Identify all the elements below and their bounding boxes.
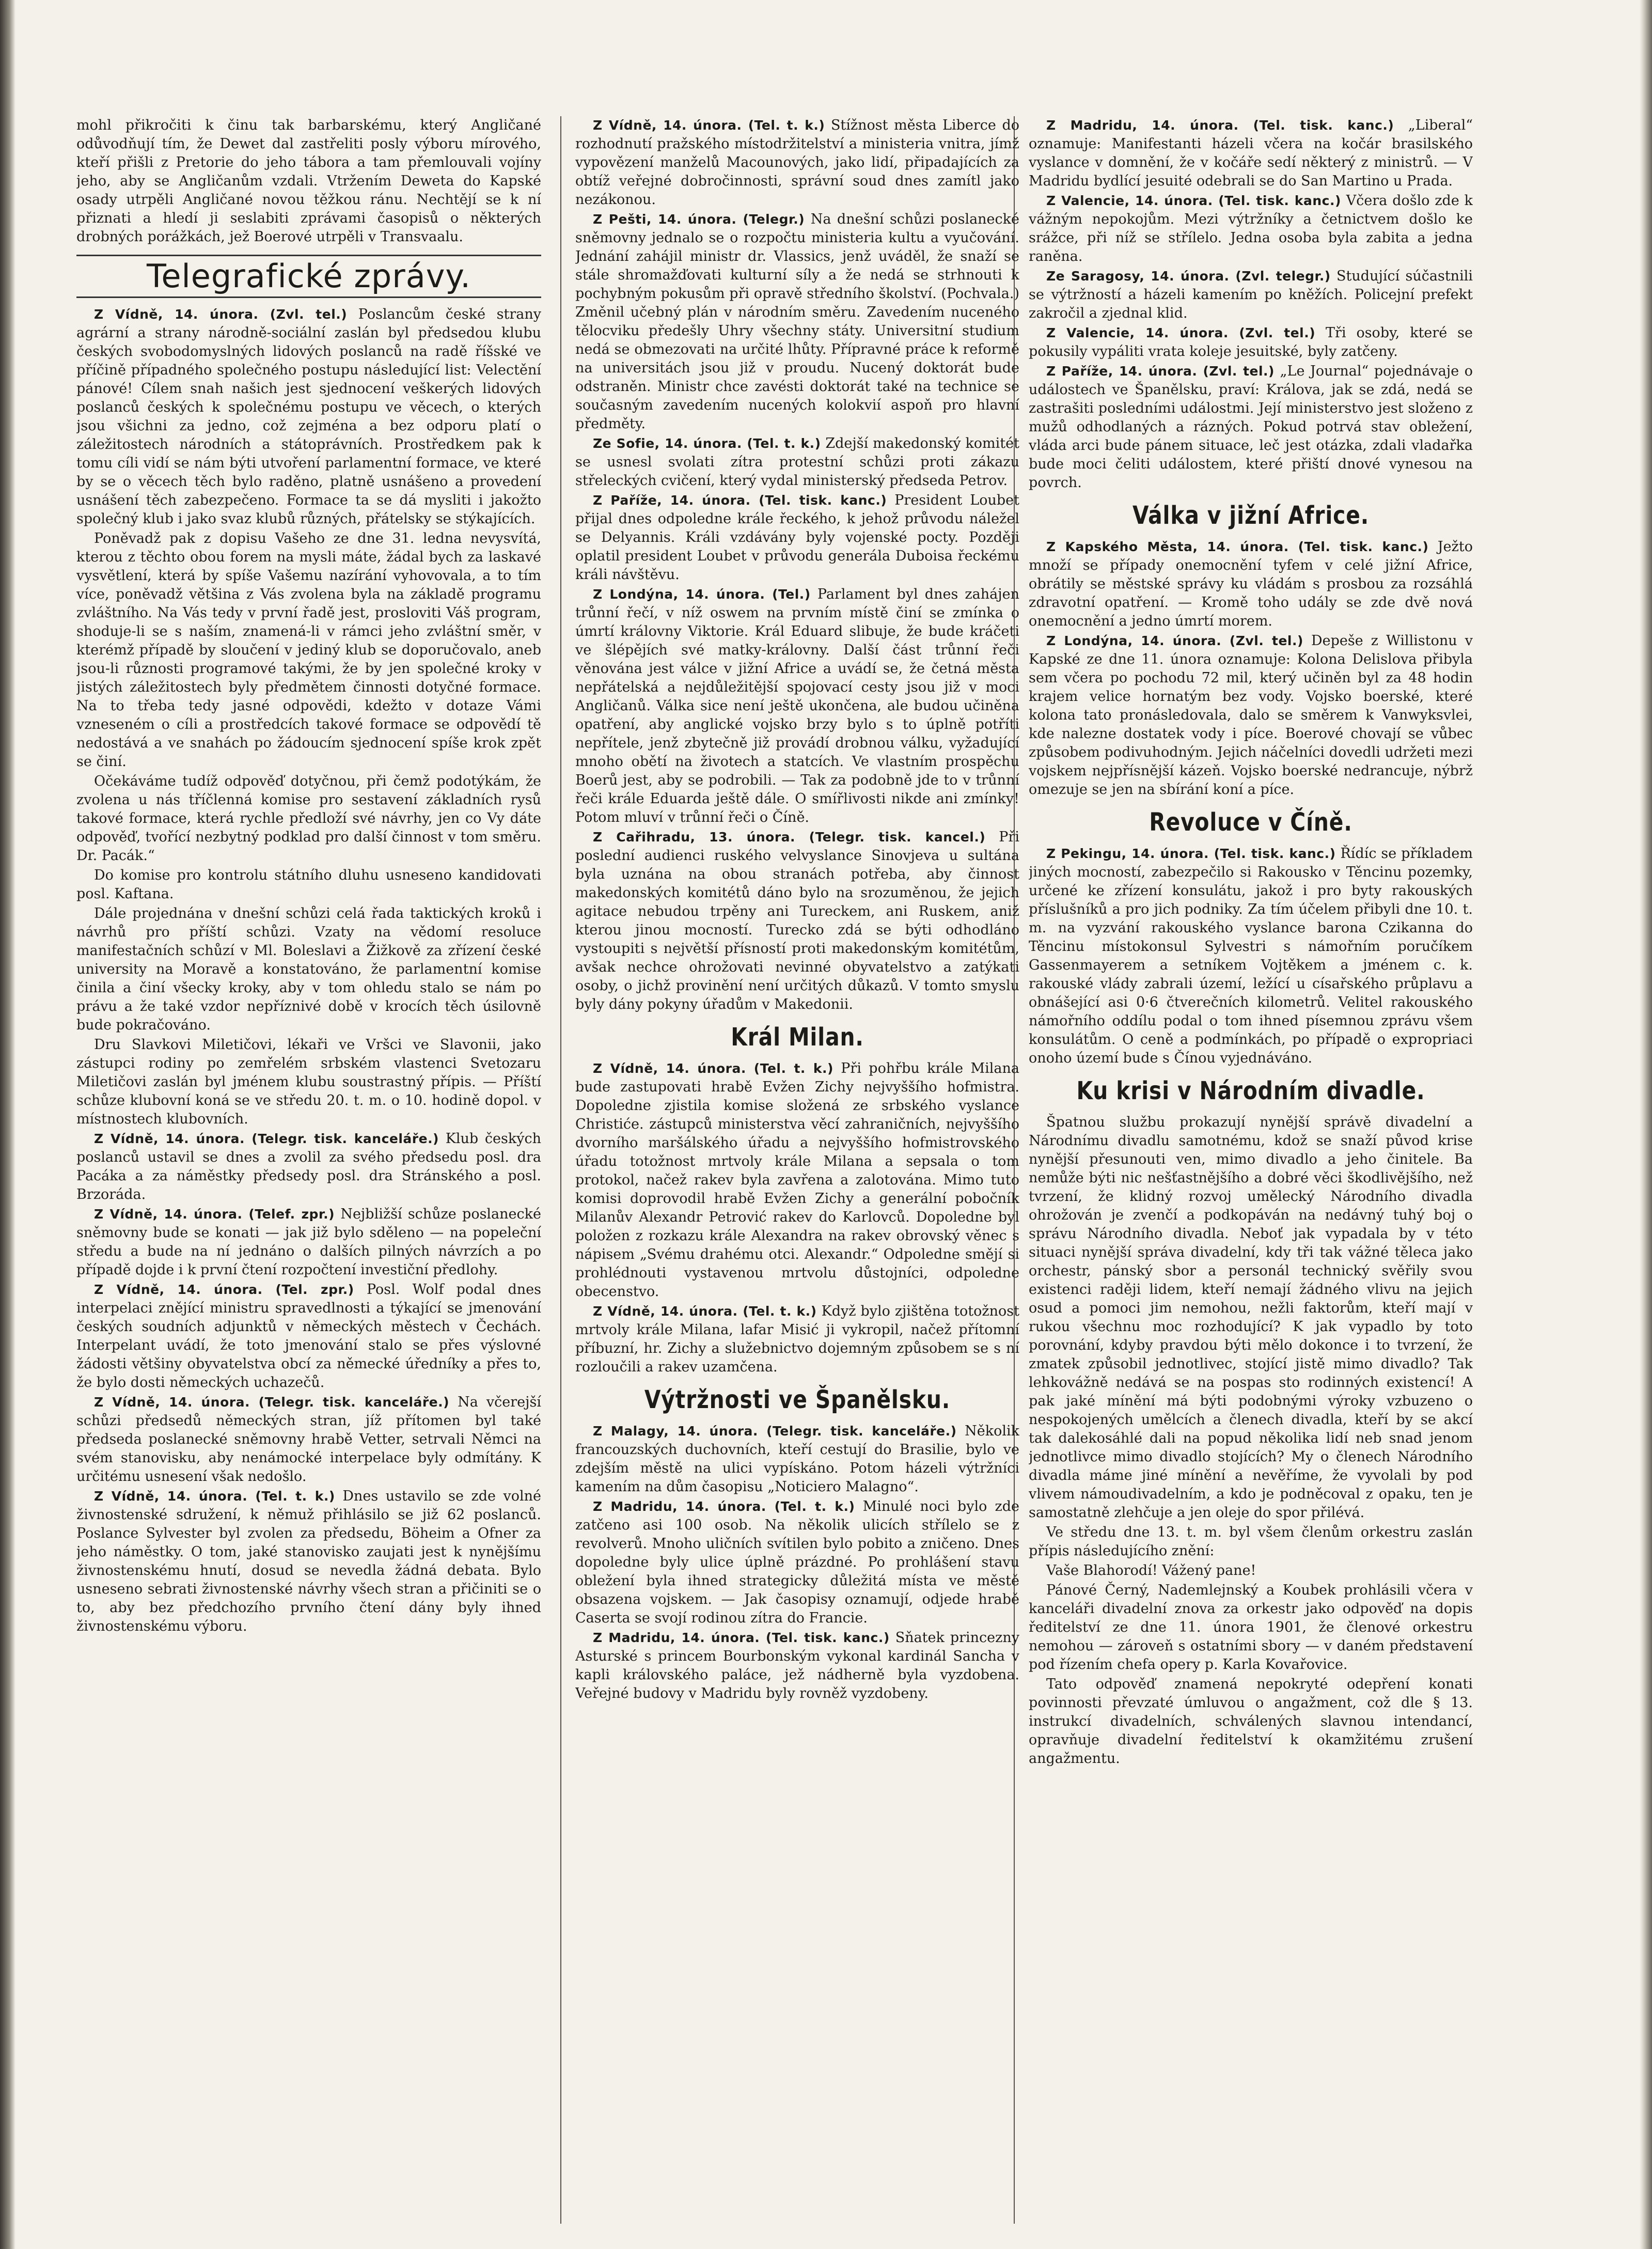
dateline: Z Valencie, 14. února. (Tel. tisk. kanc.): [1046, 193, 1341, 208]
dateline: Z Vídně, 14. února. (Telegr. tisk. kanceláře.): [94, 1395, 450, 1410]
news-text: Dru Slavkovi Miletičovi, lékaři ve Vršci ve Slavonii, jako zástupci rodiny po zemřelém srbském vlastenci Svetozaru Miletičovi zaslán byl jménem klubu soustrastný přípis. — Příští schůze klubovní koná se ve středu 20. t. m. o 10. hodině dopol. v místnostech klubovních.: [76, 1037, 541, 1127]
dateline: Z Malagy, 14. února. (Telegr. tisk. kanceláře.): [593, 1424, 957, 1439]
dateline: Z Vídně, 14. února. (Tel. t. k.): [593, 1304, 817, 1319]
news-text: Poslancům české strany agrární a strany národně-sociální zaslán byl předsedou klubu českých svobodomyslných lidových poslanců na radě říšské ve příčině případného společného postupu následující list: Velectění pánové! Cílem snah našich jest sjednocení veškerých lidových poslanců českých k společnému postupu ve věcech, o kterých jsou všichni za jedno, což zejména a bez odporu platí o záležitostech národních a státoprávních. Prostředkem pak k tomu cíli vidí se nám býti utvoření parlamentní formace, ve které by se o věcech těch bylo raděno, platně usnášeno a provedení usnášení těch zabezpečeno. Formace ta se dá mysliti i jakožto společný klub i jako svaz klubů různých, přátelsky se stýkajících.: [76, 306, 541, 527]
news-item: [76, 1487, 541, 1636]
news-text: Několik francouzských duchovních, kteří cestují do Brasilie, bylo ve zdejším městě na ulici vypískáno. Potom házeli výtržníci kamením na dům časopisu „Noticiero Malagno“.: [575, 1423, 1019, 1495]
news-item: [575, 491, 1019, 584]
news-item: [76, 1393, 541, 1486]
news-item: [1029, 324, 1473, 361]
article-paragraph: Vaše Blahorodí! Vážený pane!: [1046, 1563, 1256, 1579]
dateline: Ze Sofie, 14. února. (Tel. t. k.): [593, 436, 821, 451]
news-item: [575, 1059, 1019, 1301]
dateline: Z Londýna, 14. února. (Zvl. tel.): [1046, 633, 1303, 648]
intro-paragraph: mohl přikročiti k činu tak barbarskému, který Angličané odůvodňují tím, že Dewet dal zastřeliti posly výboru mírového, kteří přišli z Pretorie do jeho tábora a tam přemlouvali vojíny jeho, aby se Angličanům vzdali. Vtržením Deweta do Kapské osady utrpěli Angličané novou těžkou ránu. Nechtějí se k ní přiznati a hledí ji seslabiti zprávami časopisů o některých drobných porážkách, jež Boerové utrpěli v Transvaalu.: [76, 117, 541, 245]
dateline: Z Cařihradu, 13. února. (Telegr. tisk. kancel.): [593, 830, 986, 845]
column-rule: [560, 116, 561, 2224]
dateline: Z Madridu, 14. února. (Tel. tisk. kanc.): [1046, 118, 1394, 133]
news-text: Nejbližší schůze poslanecké sněmovny bude se konati — jak již bylo sděleno — na popeleční středu a bude na ní jednáno o dalších pilných návrzích a po případě dojde i k první čtení rozpočtení investiční předlohy.: [76, 1206, 541, 1278]
dateline: Z Vídně, 14. února. (Tel. t. k.): [593, 1061, 833, 1076]
news-list: [575, 116, 1019, 1014]
news-list: [1029, 845, 1473, 1068]
news-list: [1029, 538, 1473, 799]
dateline: Z Vídně, 14. února. (Tel. t. k.): [94, 1489, 335, 1504]
news-item: [1029, 362, 1473, 492]
column-2: [575, 116, 1019, 2239]
section-heading-telegrams: Telegrafické zprávy.: [76, 255, 541, 298]
section-heading-china: Revoluce v Číně.: [1149, 808, 1352, 837]
news-item: [1029, 192, 1473, 266]
news-item: [1029, 845, 1473, 1068]
column-3: [1029, 116, 1473, 2239]
news-item: [575, 828, 1019, 1014]
news-item: [76, 904, 541, 1035]
news-item: [575, 434, 1019, 490]
dateline: Z Paříže, 14. února. (Zvl. tel.): [1046, 364, 1275, 379]
news-text: Když bylo zjištěna totožnost mrtvoly krále Milana, lafar Misić ji vykropil, načež přítomní příbuzní, hr. Zichy a služebnictvo dojemným způsobem se s ní rozloučili a rakev uzamčena.: [575, 1303, 1019, 1375]
dateline: Z Londýna, 14. února. (Tel.): [593, 587, 811, 602]
section-heading-milan: Král Milan.: [731, 1023, 864, 1052]
news-text: Do komise pro kontrolu státního dluhu usneseno kandidovati posl. Kaftana.: [76, 867, 541, 902]
dateline: Z Pekingu, 14. února. (Tel. tisk. kanc.): [1046, 846, 1336, 861]
section-heading-spain: Výtržnosti ve Španělsku.: [644, 1385, 951, 1414]
news-item: [76, 866, 541, 903]
dateline: Z Valencie, 14. února. (Zvl. tel.): [1046, 325, 1316, 340]
news-item: [575, 210, 1019, 433]
news-text: Sňatek princezny Asturské s princem Bourbonským vykonal kardinál Sancha v kapli královského paláce, jež nádherně byla vyzdobena. Veřejné budovy v Madridu byly rovněž vyzdobeny.: [575, 1630, 1019, 1701]
news-item: [1029, 632, 1473, 799]
dateline: Z Vídně, 14. února. (Zvl. tel.): [94, 307, 348, 322]
news-text: Na dnešní schůzi poslanecké sněmovny jednalo se o rozpočtu ministeria kultu a vyučování. Jednání zahájil ministr dr. Vlassics, jenž uváděl, že snaží se stále shromažďovati kulturní síly a že nedá se strhnouti k pochybným pokusům při opravě středního školství. (Pochvala.) Změnil učebný plán v národním směru. Zavedením nuceného tělocviku předešly Uhry všechny státy. Universitní studium nedá se obmezovati na určité lhůty. Přípravné práce k reformě na universitách jsou již v proudu. Nucený doktorát bude odstraněn. Ministr chce zavésti doktorát také na technice se současným zavedením nucených kolokvií aspoň pro hlavní předměty.: [575, 211, 1019, 432]
news-item: [575, 116, 1019, 209]
news-text: Tři osoby, které se pokusily vypáliti vrata koleje jesuitské, byly zatčeny.: [1029, 325, 1473, 360]
news-item: [575, 1422, 1019, 1496]
news-item: [575, 585, 1019, 827]
dateline: Z Pešti, 14. února. (Telegr.): [593, 212, 805, 227]
dateline: Z Vídně, 14. února. (Tel. t. k.): [593, 118, 825, 133]
page-edge-right: [1640, 0, 1652, 2249]
column-1: [76, 116, 541, 2239]
news-text: Depeše z Willistonu v Kapské ze dne 11. února oznamuje: Kolona Delislova přibyla sem včera po pochodu 72 mil, který učiněn byl za 48 hodin krajem velice hornatým bez vody. Vojsko boerské, které kolona tato pronásledovala, dalo se směrem k Vanwyksvlei, kde nalezne dostatek vody i píce. Boerové chovají se vůbec způsobem podivuhodným. Jejich náčelníci dovedli udržeti mezi vojskem nejpřísnější kázeň. Vojsko boerské nedrancuje, nýbrž omezuje se jen na sbírání koní a píce.: [1029, 633, 1473, 798]
news-text: Dále projednána v dnešní schůzi celá řada taktických kroků i návrhů pro příští schůzi. Vzaty na vědomí resoluce manifestačních schůzí v Ml. Boleslavi a Žižkově za zřízení české university na Moravě a konstatováno, že parlamentní komise činila a činí všecky kroky, aby v tom ohledu stalo se nám po právu a že také vzdor nepříznivé době v krocích těch úsilovně bude pokračováno.: [76, 905, 541, 1033]
news-text: Parlament byl dnes zahájen trůnní řečí, v níž oswem na prvním místě činí se zmínka o úmrtí královny Viktorie. Král Eduard slibuje, že bude kráčeti ve šlépějích své matky-královny. Další část trůnní řeči věnována jest válce v jižní Africe a uvádí se, že četná města nepřátelská a nejdůležitější spojovací cesty jsou již v moci Angličanů. Válka sice není ještě ukončena, ale budou učiněna opatření, aby anglické vojsko brzy bylo s to úplně potříti nepřítele, jenž zbytečně již provádí drobnou válku, vyžadující mnoho obětí na životech a statcích. Ve vlastním prospěchu Boerů jest, aby se podrobili. — Tak za podobně jde to v trůnní řeči krále Eduarda ještě dále. O smířlivosti nikde ani zmínky! Potom mluví v trůnní řeči o Číně.: [575, 586, 1019, 825]
news-text: Řídíc se příkladem jiných mocností, zabezpečilo si Rakousko v Těncinu pozemky, určené ke zřízení konsulátu, jakož i pro byty rakouských příslušníků a pro jich podniky. Za tím účelem přibyli dne 10. t. m. na vyzvání rakouského vyslance barona Czikanna do Těncinu místokonsul Sylvestri s námořním poručíkem Gassenmayerem a setníkem Vojtěkem a jménem c. k. rakouské vlády zabrali území, ležící u císařského průplavu a obnášející asi 0·6 čtverečních kilometrů. Velitel rakouského námořního oddílu podal o tom ihned písemnou zprávu všem konsulátům. O ceně a podmínkách, po případě o expropriaci onoho území bude s Čínou vyjednáváno.: [1029, 846, 1473, 1066]
news-text: Stížnost města Liberce do rozhodnutí pražského místodržitelství a ministeria vnitra, jímž vypovězení manželů Macounových, jako lidí, připadajících za obtíž veřejné dobročinnosti, správní soud dnes zamítl jako nezákonou.: [575, 117, 1019, 208]
dateline: Z Kapského Města, 14. února. (Tel. tisk. kanc.): [1046, 539, 1429, 554]
news-item: [76, 305, 541, 528]
news-item: [76, 772, 541, 865]
news-item: [575, 1302, 1019, 1377]
dateline: Z Vídně, 14. února. (Tel. zpr.): [94, 1282, 354, 1297]
news-text: Ježto množí se případy onemocnění tyfem v celé jižní Africe, obrátily se městské správy ku vládám s prosbou za rozsáhlá zdravotní opatření. — Kromě toho udály se zde dvě nová onemocnění a jedno úmrtí morem.: [1029, 539, 1473, 629]
news-text: President Loubet přijal dnes odpoledne krále řeckého, k jehož průvodu náležel se Delyannis. Králi vzdávány byly vojenské pocty. Později oplatil president Loubet v průvodu generála Duboisa řeckému králi návštěvu.: [575, 492, 1019, 583]
news-text: Na včerejší schůzi předsedů německých stran, jíž přítomen byl také předseda poslanecké sněmovny hrabě Vetter, setrvali Němci na svém stanovisku, aby nenámocké interpelace byly odmítány. K určitému usnesení však nedošlo.: [76, 1394, 541, 1485]
article-paragraph: Tato odpověď znamená nepokryté odepření konati povinnosti převzaté úmluvou o angažment, což dle § 13. instrukcí divadelních, schválených slavnou intendancí, opravňuje divadelní ředitelství k okamžitému zrušení angažmentu.: [1029, 1676, 1473, 1767]
dateline: Ze Saragosy, 14. února. (Zvl. telegr.): [1046, 269, 1331, 284]
news-item: [76, 1205, 541, 1279]
news-text: Při pohřbu krále Milana bude zastupovati hrabě Evžen Zichy nejvyššího hofmistra. Dopoledne zjistila komise složená ze srbského vyslance Christiće. zástupců ministerstva věcí zahraničních, nejvyššího dvorního maršálského úřadu a nejvyššího hofmistrovského úřadu totožnost mrtvoly krále Milana a sepsala o tom protokol, načež rakev byla zavřena a zalotována. Mimo tuto komisi doprovodil hrabě Evžen Zichy a generální pobočník Milanův Alexandr Petrović rakev do Karlovců. Dopoledne byl položen z rozkazu krále Alexandra na rakev obrovský věnec s nápisem „Svému drahému otci. Alexandr.“ Odpoledne smějí si prohlédnouti vystavenou mrtvolu důstojníci, odpoledne obecenstvo.: [575, 1060, 1019, 1300]
news-list: [575, 1422, 1019, 1703]
news-text: Dnes ustavilo se zde volné živnostenské sdružení, k němuž přihlásilo se již 62 poslanců. Poslance Sylvester byl zvolen za předsedu, Böheim a Ofner za jeho náměstky. O tom, jaké stanovisko zaujati jest k nynějšímu živnostenskému hnutí, dosud se nevedla žádná debata. Bylo usneseno sebrati živnostenské návrhy všech stran a přičiniti se o to, aby bez předchozího prvního čtení dány byly ihned živnostenskému výboru.: [76, 1488, 541, 1634]
article-body: [1029, 1113, 1473, 1768]
news-text: Posl. Wolf podal dnes interpelaci znějící ministru spravedlnosti a týkající se jmenování českých soudních adjunktů v německých městech v Čechách. Interpelant uvádí, že toto jmenování stalo se přes výslovné žádosti většiny obyvatelstva obcí za německé úředníky a přes to, že bylo dosti německých uchazečů.: [76, 1282, 541, 1391]
news-item: [1029, 538, 1473, 631]
news-text: Očekáváme tudíž odpověď dotyčnou, při čemž podotýkám, že zvolena u nás tříčlenná komise pro sestavení základních rysů takové formace, která rychle předloží své návrhy, jen co Vy dáte odpověď, tvořící nezbytný podklad pro další činnost v tom směru. Dr. Pacák.“: [76, 773, 541, 864]
news-item: [76, 1036, 541, 1129]
article-paragraph: Pánové Černý, Nademlejnský a Koubek prohlásili včera v kanceláři divadelní znova za orkestr jako odpověď na dopis ředitelství ze dne 11. února 1901, že členové orkestru nemohou — zároveň s ostatními sbory — v daném představení pod řízením chefa opery p. Karla Kovařovice.: [1029, 1582, 1473, 1673]
news-text: Klub českých poslanců ustavil se dnes a zvolil za svého předsedu posl. dra Pacáka a za náměstky předsedy posl. dra Stránského a posl. Brzoráda.: [76, 1131, 541, 1202]
dateline: Z Paříže, 14. února. (Tel. tisk. kanc.): [593, 493, 887, 508]
dateline: Z Madridu, 14. února. (Tel. t. k.): [593, 1499, 855, 1514]
news-text: Včera došlo zde k vážným nepokojům. Mezi výtržníky a četnictvem došlo ke srážce, při níž se střílelo. Jedna osoba byla zabita a jedna raněna.: [1029, 193, 1473, 264]
news-item: [76, 1280, 541, 1392]
news-text: Zdejší makedonský komitét se usnesl svolati zítra protestní schůzi proti zákazu střeleckých cvičení, který vydal ministerský předseda Petrov.: [575, 435, 1019, 489]
news-item: [1029, 267, 1473, 323]
article-paragraph: Špatnou službu prokazují nynější správě divadelní a Národnímu divadlu samotnému, kdož se snaží původ krise nynější přesunouti ven, mimo divadlo a jeho činitele. Ba nemůže býti nic nešťastnějšího a dobré věci škodlivějšího, než tvrzení, že klidný rozvoj umělecký Národního divadla ohrožován je zvenčí a podkopáván na nedávný tuhý boj o správu Národního divadla. Neboť jak vypadala by v této situaci nynější správa divadelní, kdy tři tak vážné těleса jako orchestr, pánský sbor a personál technický svěřily svou existenci raději lidem, kteří nemají žádného vlivu na jejich osud a pomoci jim nemohou, nežli faktorům, kteří mají v rukou všechnu moc rozhodující? K jak vypadlo by toto porovnání, kdyby pravdou býti mělo dokonce i to tvrzení, že zmatek způsobil jednotlivec, stojící jistě mimo divadlo? Tak lehkovážně nedává se na pospas sto rodinných existencí! A pak jaké mínění má býti podobnými výroky vzbuzeno o nespokojených umělcích a členech divadla, kteří by se akcí tak dalekosáhlé dali na popud několika lidí neb snad jenom jednotlivce mimo divadlo stojících? My o členech Národního divadla máme jiné mínění a nevěříme, že vyvolali by pod vlivem námoudivadelním, a kdo je podněcoval z opaku, ten je samostatně zlehčuje a jen oleje do spor přilévá.: [1029, 1114, 1473, 1521]
news-text: „Liberal“ oznamuje: Manifestanti házeli včera na kočár brasilského vyslance v domnění, že v kočáře sedí některý z ministrů. — V Madridu bydlící jesuité odebrali se do San Martino u Prada.: [1029, 117, 1473, 189]
news-text: Minulé noci bylo zde zatčeno asi 100 osob. Na několik ulicích střílelo se z revolverů. Mnoho uličních svítilen bylo pobito a zničeno. Dnes dopoledne byly ulice úplně prázdné. Po prohlášení stavu obležení byla ihned strategicky důležitá místa ve městě obsazena vojskem. — Jak časopisy oznamují, odjede hrabě Caserta se svojí rodinou zítra do Francie.: [575, 1498, 1019, 1626]
dateline: Z Vídně, 14. února. (Telegr. tisk. kanceláře.): [94, 1131, 439, 1146]
article-paragraph: Ve středu dne 13. t. m. byl všem členům orkestru zaslán přípis následujícího znění:: [1029, 1524, 1473, 1559]
dateline: Z Madridu, 14. února. (Tel. tisk. kanc.): [593, 1630, 890, 1645]
news-list: [1029, 116, 1473, 492]
news-item: [76, 529, 541, 771]
news-text: Studující súčastnili se výtržností a házeli kamením po kněžích. Policejní prefekt zakročil a zjednal klid.: [1029, 268, 1473, 321]
news-text: „Le Journal“ pojednávaje o událostech ve Španělsku, praví: Králova, jak se zdá, nedá se zastrašiti posledními událostmi. Její ministerstvo jest složeno z mužů odhodlaných a rázných. Pokud potrvá stav obležení, vláda arci bude pánem situace, leč jest otázka, zdali vladařka bude moci čeliti událostem, které přiští dnové vynesou na povrch.: [1029, 363, 1473, 491]
news-text: Při poslední audienci ruského velvyslance Sinovjeva u sultána byla uznána na obou stranách potřeba, aby činnost makedonských komitétů dáno bylo na srozuměnou, že jejich agitace nebudou trpěny ani Tureckem, ani Ruskem, aniž kterou jinou mocností. Turecko zdá se býti odhodláno vystoupiti s největší přísností proti makedonským komitétům, avšak nechce ohrožovati nevinné obyvatelstvo a zatýkati osoby, o jichž provinění není určitých důkazů. V tomto smyslu byly dány pokyny úřadům v Makedonii.: [575, 829, 1019, 1012]
news-text: Poněvadž pak z dopisu Vašeho ze dne 31. ledna nevysvítá, kterou z těchto obou forem na mysli máte, žádal bych za laskavé vysvětlení, která by spíše Vašemu nazírání vyhovovala, a to tím více, poněvadž většina z Vás zvolena byla na základě programu zvláštního. Na Vás tedy v první řadě jest, prosloviti Váš program, shoduje-li se s naším, znamená-li v rámci jeho zvláštní směr, v kterémž případě by sloučení v jediný klub se doporučovalo, aneb jsou-li různosti programové takými, že by jen společné kroky v jistých záležitostech byly předmětem činnosti dotyčné formace. Na to třeba tedy jasné odpovědi, kdežto v dotaze Vámi vzneseném o cíli a prostředcích takové formace se odpovědí tě nedostává a ve snahách po žádoucím sjednocení spíše krok zpět se činí.: [76, 530, 541, 770]
news-item: [1029, 116, 1473, 191]
section-heading-theatre: Ku krisi v Národním divadle.: [1076, 1076, 1425, 1105]
news-item: [575, 1629, 1019, 1703]
dateline: Z Vídně, 14. února. (Telef. zpr.): [94, 1207, 335, 1222]
news-item: [76, 1130, 541, 1204]
section-heading-africa: Válka v jižní Africe.: [1132, 501, 1370, 530]
news-list: [575, 1059, 1019, 1377]
telegram-list: [76, 305, 541, 1636]
page-edge-shadow: [0, 0, 15, 2249]
news-item: [575, 1497, 1019, 1628]
